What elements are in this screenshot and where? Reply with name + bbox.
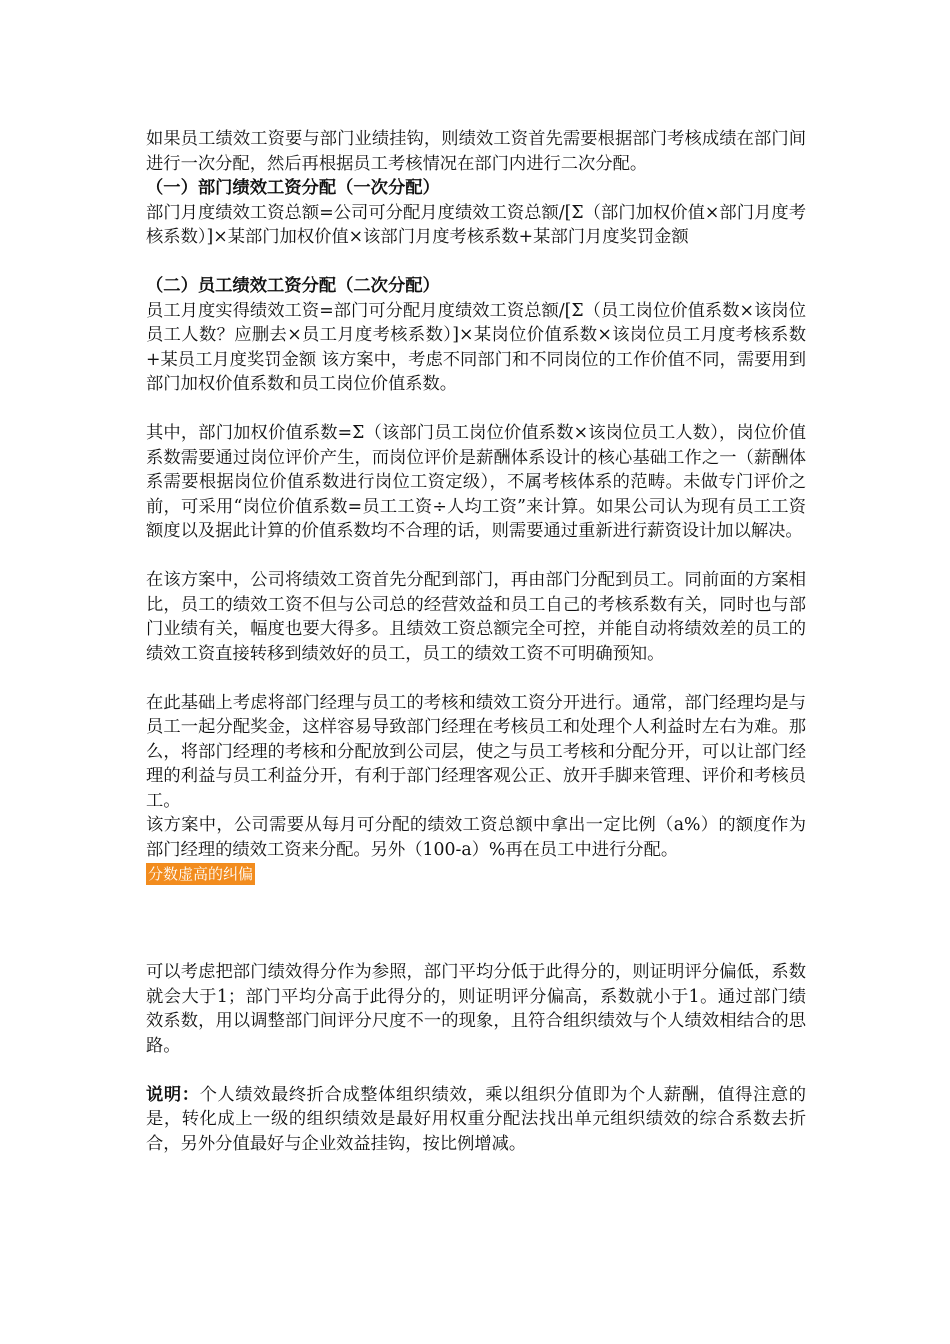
note-label: 说明： xyxy=(146,1084,200,1105)
weight-coefficient-paragraph: 其中，部门加权价值系数=Σ（该部门员工岗位价值系数×该岗位员工人数），岗位价值系数需要通过岗位评价产生，而岗位评价是薪酬体系设计的核心基础工作之一（薪酬体系需要根据岗位价值系数进行岗位工资定级），不属考核体系的范畴。未做专门评价之前，可采用“岗位价值系数=员工工资÷人均工资”来计算。如果公司认为现有员工工资额度以及据此计算的价值系数均不合理的话，则需要通过重新进行薪资设计加以解决。 xyxy=(146,423,806,541)
manager-paragraph: 在此基础上考虑将部门经理与员工的考核和绩效工资分开进行。通常，部门经理均是与员工一起分配奖金，这样容易导致部门经理在考核员工和处理个人利益时左右为难。那么，将部门经理的考核和分配放到公司层，使之与员工考核和分配分开，可以让部门经理的利益与员工利益分开，有利于部门经理客观公正、放开手脚来管理、评价和考核员工。 xyxy=(146,692,806,811)
scheme-paragraph: 在该方案中，公司将绩效工资首先分配到部门，再由部门分配到员工。同前面的方案相比，员工的绩效工资不但与公司总的经营效益和员工自己的考核系数有关，同时也与部门业绩有关，幅度也要大得多。且绩效工资总额完全可控，并能自动将绩效差的员工的绩效工资直接转移到绩效好的员工，员工的绩效工资不可明确预知。 xyxy=(146,570,806,664)
spacer xyxy=(146,250,806,275)
spacer xyxy=(146,1058,806,1083)
spacer xyxy=(146,666,806,691)
correction-paragraph: 可以考虑把部门绩效得分作为参照，部门平均分低于此得分的，则证明评分偏低，系数就会大于1；部门平均分高于此得分的，则证明评分偏高，系数就小于1。通过部门绩效系数，用以调整部门间评分尺度不一的现象，且符合组织绩效与个人绩效相结合的思路。 xyxy=(146,962,806,1056)
spacer xyxy=(146,397,806,422)
highlight-line xyxy=(146,862,806,887)
note-paragraph xyxy=(146,1083,806,1157)
spacer xyxy=(146,544,806,569)
document-body xyxy=(146,127,806,1156)
spacer xyxy=(146,887,806,961)
section1-heading: （一）部门绩效工资分配（一次分配） xyxy=(146,178,440,198)
section2-formula: 员工月度实得绩效工资=部门可分配月度绩效工资总额/[Σ（员工岗位价值系数×该岗位员工人数？应删去×员工月度考核系数）]×某岗位价值系数×该岗位员工月度考核系数+某员工月度奖罚金额 该方案中，考虑不同部门和不同岗位的工作价值不同，需要用到部门加权价值系数和员工岗位价值系数。 xyxy=(146,300,806,394)
section1-formula: 部门月度绩效工资总额=公司可分配月度绩效工资总额/[Σ（部门加权价值×部门月度考核系数）]×某部门加权价值×该部门月度考核系数+某部门月度奖罚金额 xyxy=(146,202,806,247)
highlighted-label: 分数虚高的纠偏 xyxy=(148,865,254,883)
section2-heading: （二）员工绩效工资分配（二次分配） xyxy=(146,276,440,296)
intro-paragraph: 如果员工绩效工资要与部门业绩挂钩，则绩效工资首先需要根据部门考核成绩在部门间进行一次分配，然后再根据员工考核情况在部门内进行二次分配。 xyxy=(146,129,806,174)
note-text: 个人绩效最终折合成整体组织绩效，乘以组织分值即为个人薪酬，值得注意的是，转化成上一级的组织绩效是最好用权重分配法找出单元组织绩效的综合系数去折合，另外分值最好与企业效益挂钩，按比例增减。 xyxy=(146,1084,806,1154)
ratio-paragraph: 该方案中，公司需要从每月可分配的绩效工资总额中拿出一定比例（a%）的额度作为部门经理的绩效工资来分配。另外（100-a）%再在员工中进行分配。 xyxy=(146,815,806,860)
